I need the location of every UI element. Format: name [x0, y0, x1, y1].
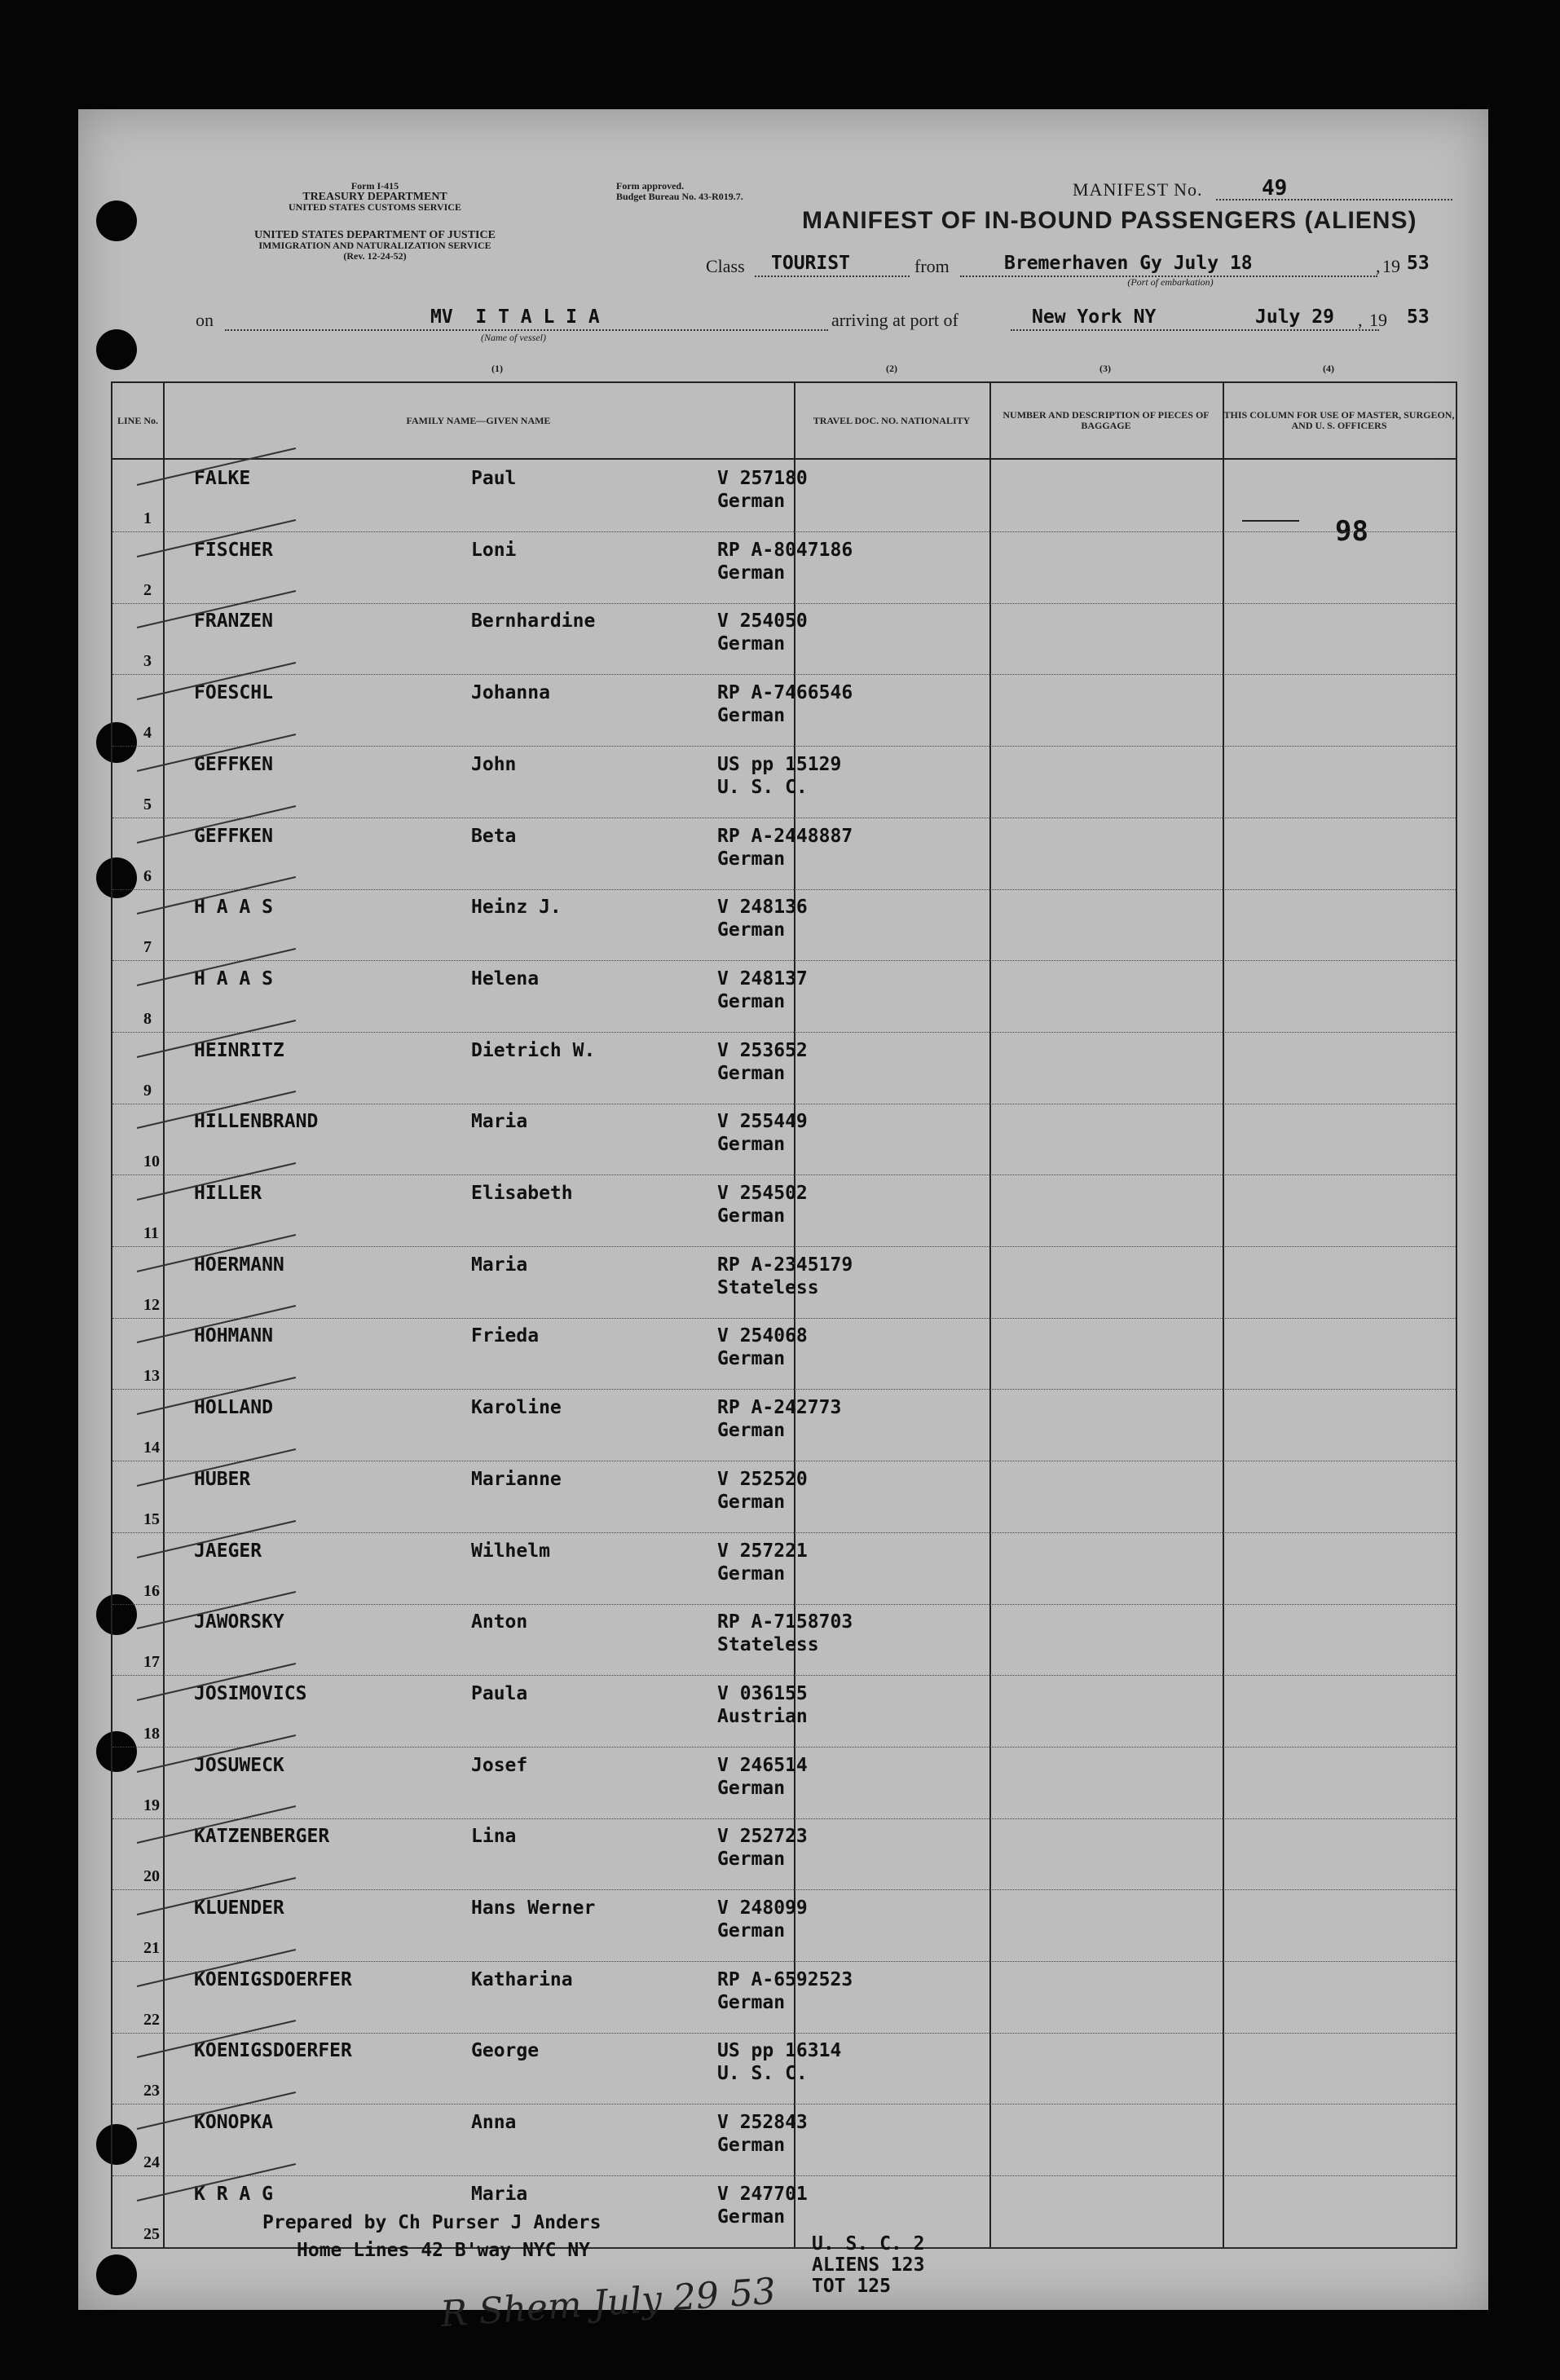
- given-name: Anna: [471, 2112, 517, 2134]
- table-row: [112, 531, 1456, 604]
- header-travel-doc: TRAVEL DOC. NO. NATIONALITY: [813, 414, 971, 426]
- table-row: [112, 888, 1456, 961]
- line-number: 2: [143, 580, 152, 599]
- family-name: FRANZEN: [194, 610, 273, 632]
- year-prefix: 19: [1369, 310, 1387, 330]
- nationality: German: [717, 1348, 786, 1370]
- given-name: Karoline: [471, 1397, 562, 1419]
- revision-date: (Rev. 12-24-52): [343, 250, 407, 262]
- travel-doc-number: V 036155: [717, 1682, 808, 1704]
- family-name: HOHMANN: [194, 1325, 273, 1347]
- year-comma: ,: [1376, 256, 1381, 276]
- nationality: German: [717, 1205, 786, 1227]
- header-line-no: LINE No.: [117, 414, 158, 426]
- travel-doc-number: V 257180: [717, 468, 808, 489]
- line-number: 18: [143, 1724, 160, 1743]
- punch-hole: [96, 201, 137, 241]
- nationality: German: [717, 1849, 786, 1871]
- embark-caption: (Port of embarkation): [1127, 276, 1214, 288]
- nationality: U. S. C.: [717, 776, 808, 798]
- nationality: German: [717, 633, 786, 655]
- given-name: Frieda: [471, 1325, 540, 1347]
- year-comma: ,: [1358, 310, 1363, 330]
- travel-doc-number: V 253652: [717, 1039, 808, 1061]
- line-number: 10: [143, 1153, 160, 1171]
- line-number: 22: [143, 2010, 160, 2029]
- travel-doc-number: V 248099: [717, 1897, 808, 1919]
- line-number: 17: [143, 1653, 160, 1672]
- nationality: German: [717, 2206, 786, 2228]
- given-name: Paul: [471, 468, 517, 489]
- table-row: [112, 460, 1456, 532]
- line-number: 13: [143, 1367, 160, 1386]
- justice-block: [187, 230, 562, 262]
- col-number-4: (4): [1323, 363, 1334, 374]
- travel-doc-number: US pp 16314: [717, 2040, 842, 2062]
- travel-doc-number: RP A-6592523: [717, 1968, 853, 1990]
- table-row: [112, 1603, 1456, 1676]
- travel-doc-number: V 252520: [717, 1468, 808, 1490]
- travel-doc-number: V 255449: [717, 1111, 808, 1133]
- nationality: German: [717, 1420, 786, 1442]
- table-row: [112, 746, 1456, 818]
- family-name: JOSUWECK: [194, 1754, 284, 1776]
- col-number-3: (3): [1099, 363, 1111, 374]
- travel-doc-number: V 247701: [717, 2183, 808, 2205]
- family-name: HOLLAND: [194, 1397, 273, 1419]
- family-name: JAEGER: [194, 1540, 262, 1562]
- line-number: 24: [143, 2153, 160, 2172]
- travel-doc-number: RP A-2448887: [717, 825, 853, 847]
- table-row: [112, 2104, 1456, 2176]
- given-name: Lina: [471, 1826, 517, 1848]
- document-title: MANIFEST OF IN-BOUND PASSENGERS (ALIENS): [802, 207, 1417, 234]
- table-row: [112, 1961, 1456, 2034]
- line-number: 12: [143, 1295, 160, 1314]
- tally-uscitizens: U. S. C. 2: [812, 2233, 925, 2254]
- line-number: 4: [143, 724, 152, 743]
- line-number: 5: [143, 795, 152, 813]
- justice-dept: UNITED STATES DEPARTMENT OF JUSTICE: [254, 229, 496, 241]
- line-number: 20: [143, 1867, 160, 1886]
- punch-hole: [96, 2254, 137, 2295]
- family-name: GEFFKEN: [194, 753, 273, 775]
- line-number: 23: [143, 2082, 160, 2100]
- vessel-caption: (Name of vessel): [481, 332, 546, 343]
- form-approved: Form approved.: [616, 180, 685, 192]
- given-name: Heinz J.: [471, 897, 562, 919]
- table-row: [112, 1675, 1456, 1748]
- arrival-date: July 29: [1255, 306, 1334, 328]
- on-label: on: [196, 310, 214, 330]
- family-name: KATZENBERGER: [194, 1826, 330, 1848]
- travel-doc-number: V 254502: [717, 1183, 808, 1204]
- table-row: [112, 1175, 1456, 1247]
- family-name: JOSIMOVICS: [194, 1682, 307, 1704]
- tally-total: TOT 125: [812, 2276, 891, 2297]
- line-number: 1: [143, 509, 152, 527]
- travel-doc-number: RP A-242773: [717, 1397, 842, 1419]
- tally-aliens: ALIENS 123: [812, 2254, 925, 2276]
- line-number: 15: [143, 1510, 160, 1528]
- table-row: [112, 1032, 1456, 1104]
- given-name: Maria: [471, 1254, 528, 1276]
- form-number: Form I-415: [350, 180, 399, 192]
- given-name: Anton: [471, 1611, 528, 1633]
- col-number-2: (2): [886, 363, 897, 374]
- line-number: 9: [143, 1081, 152, 1100]
- given-name: Josef: [471, 1754, 528, 1776]
- family-name: HILLENBRAND: [194, 1111, 319, 1133]
- travel-doc-number: V 254050: [717, 610, 808, 632]
- embark-port: Bremerhaven Gy July 18: [1004, 253, 1253, 274]
- table-row: [112, 1818, 1456, 1890]
- treasury-dept: TREASURY DEPARTMENT: [302, 191, 447, 203]
- given-name: Beta: [471, 825, 517, 847]
- travel-doc-number: V 254068: [717, 1325, 808, 1347]
- table-row: [112, 1389, 1456, 1461]
- given-name: Maria: [471, 2183, 528, 2205]
- travel-doc-number: V 246514: [717, 1754, 808, 1776]
- family-name: HUBER: [194, 1468, 251, 1490]
- nationality: German: [717, 491, 786, 512]
- family-name: K R A G: [194, 2183, 273, 2205]
- line-number: 3: [143, 652, 152, 671]
- travel-doc-number: RP A-2345179: [717, 1254, 853, 1276]
- table-row: [112, 1889, 1456, 1962]
- header-name: FAMILY NAME—GIVEN NAME: [406, 414, 551, 426]
- travel-doc-number: V 257221: [717, 1540, 808, 1562]
- given-name: George: [471, 2040, 540, 2062]
- family-name: KOENIGSDOERFER: [194, 1968, 352, 1990]
- nationality: German: [717, 1062, 786, 1084]
- line-number: 21: [143, 1939, 160, 1957]
- travel-doc-number: RP A-7158703: [717, 1611, 853, 1633]
- line-number: 14: [143, 1439, 160, 1457]
- travel-doc-number: V 248136: [717, 897, 808, 919]
- vessel-dots: [225, 329, 828, 331]
- officer-signature: R Shem July 29 53: [438, 2270, 778, 2336]
- given-name: Maria: [471, 1111, 528, 1133]
- family-name: KOENIGSDOERFER: [194, 2040, 352, 2062]
- vessel-name: MV I T A L I A: [430, 306, 600, 328]
- class-dots: [755, 275, 910, 277]
- travel-doc-number: RP A-8047186: [717, 539, 853, 561]
- class-value: TOURIST: [771, 253, 850, 274]
- table-row: [112, 1246, 1456, 1319]
- family-name: JAWORSKY: [194, 1611, 284, 1633]
- class-label: Class: [706, 256, 745, 276]
- year-prefix: 19: [1382, 256, 1400, 276]
- nationality: German: [717, 705, 786, 727]
- prepared-by: Prepared by Ch Purser J Anders: [262, 2212, 602, 2233]
- nationality: German: [717, 1562, 786, 1584]
- header-baggage: NUMBER AND DESCRIPTION OF PIECES OF BAGGAGE: [1003, 409, 1210, 431]
- family-name: KONOPKA: [194, 2112, 273, 2134]
- given-name: Dietrich W.: [471, 1039, 596, 1061]
- table-row: [112, 602, 1456, 675]
- given-name: John: [471, 753, 517, 775]
- nationality: Austrian: [717, 1705, 808, 1727]
- manifest-number: 49: [1262, 176, 1288, 201]
- line-number: 16: [143, 1581, 160, 1600]
- from-label: from: [914, 256, 950, 276]
- table-row: [112, 1103, 1456, 1175]
- manifest-dots: [1216, 199, 1452, 201]
- manifest-label: MANIFEST No.: [1073, 179, 1203, 200]
- nationality: German: [717, 1491, 786, 1513]
- given-name: Wilhelm: [471, 1540, 550, 1562]
- home-lines: Home Lines 42 B'way NYC NY: [297, 2240, 591, 2261]
- customs-service: UNITED STATES CUSTOMS SERVICE: [289, 201, 461, 213]
- line-number: 6: [143, 866, 152, 885]
- officer-note: 98: [1335, 515, 1368, 548]
- nationality: German: [717, 990, 786, 1012]
- family-name: KLUENDER: [194, 1897, 284, 1919]
- nationality: German: [717, 1920, 786, 1941]
- family-name: FOESCHL: [194, 682, 273, 704]
- given-name: Hans Werner: [471, 1897, 596, 1919]
- table-row: [112, 674, 1456, 747]
- nationality: German: [717, 848, 786, 870]
- nationality: German: [717, 1134, 786, 1156]
- approval-block: [616, 181, 812, 202]
- given-name: Katharina: [471, 1968, 573, 1990]
- arrival-dots: [1011, 329, 1379, 331]
- line-number: 25: [143, 2224, 160, 2243]
- form-id-block: [261, 181, 489, 213]
- travel-doc-number: RP A-7466546: [717, 682, 853, 704]
- given-name: Johanna: [471, 682, 550, 704]
- family-name: HILLER: [194, 1183, 262, 1204]
- given-name: Helena: [471, 967, 540, 989]
- year-embark: 53: [1407, 253, 1430, 274]
- line-number: 11: [143, 1224, 159, 1242]
- nationality: U. S. C.: [717, 2063, 808, 2085]
- table-row: [112, 818, 1456, 890]
- table-row: [112, 960, 1456, 1033]
- family-name: FALKE: [194, 468, 251, 489]
- family-name: H A A S: [194, 967, 273, 989]
- travel-doc-number: V 252723: [717, 1826, 808, 1848]
- col-number-1: (1): [491, 363, 503, 374]
- arriving-label: arriving at port of: [831, 310, 958, 330]
- family-name: H A A S: [194, 897, 273, 919]
- punch-hole: [96, 329, 137, 370]
- nationality: German: [717, 1991, 786, 2013]
- table-row: [112, 2032, 1456, 2105]
- table-row: [112, 1747, 1456, 1819]
- arrival-port: New York NY: [1032, 306, 1157, 328]
- nationality: Stateless: [717, 1276, 819, 1298]
- nationality: German: [717, 919, 786, 941]
- year-arrival: 53: [1407, 306, 1430, 328]
- nationality: German: [717, 1777, 786, 1799]
- travel-doc-number: V 252843: [717, 2112, 808, 2134]
- nationality: German: [717, 562, 786, 584]
- line-number: 8: [143, 1009, 152, 1028]
- travel-doc-number: V 248137: [717, 967, 808, 989]
- table-row: [112, 1532, 1456, 1605]
- given-name: Paula: [471, 1682, 528, 1704]
- travel-doc-number: US pp 15129: [717, 753, 842, 775]
- family-name: HEINRITZ: [194, 1039, 284, 1061]
- header-officers: THIS COLUMN FOR USE OF MASTER, SURGEON, AND U. S. OFFICERS: [1223, 409, 1455, 431]
- nationality: German: [717, 2135, 786, 2157]
- table-row: [112, 1461, 1456, 1533]
- given-name: Loni: [471, 539, 517, 561]
- line-number: 19: [143, 1796, 160, 1814]
- passenger-table: [111, 381, 1457, 2249]
- budget-bureau: Budget Bureau No. 43-R019.7.: [616, 191, 743, 202]
- family-name: HOERMANN: [194, 1254, 284, 1276]
- line-number: 7: [143, 938, 152, 957]
- table-row: [112, 1317, 1456, 1390]
- nationality: Stateless: [717, 1634, 819, 1656]
- given-name: Bernhardine: [471, 610, 596, 632]
- ins-service: IMMIGRATION AND NATURALIZATION SERVICE: [258, 240, 491, 251]
- family-name: FISCHER: [194, 539, 273, 561]
- given-name: Marianne: [471, 1468, 562, 1490]
- family-name: GEFFKEN: [194, 825, 273, 847]
- given-name: Elisabeth: [471, 1183, 573, 1204]
